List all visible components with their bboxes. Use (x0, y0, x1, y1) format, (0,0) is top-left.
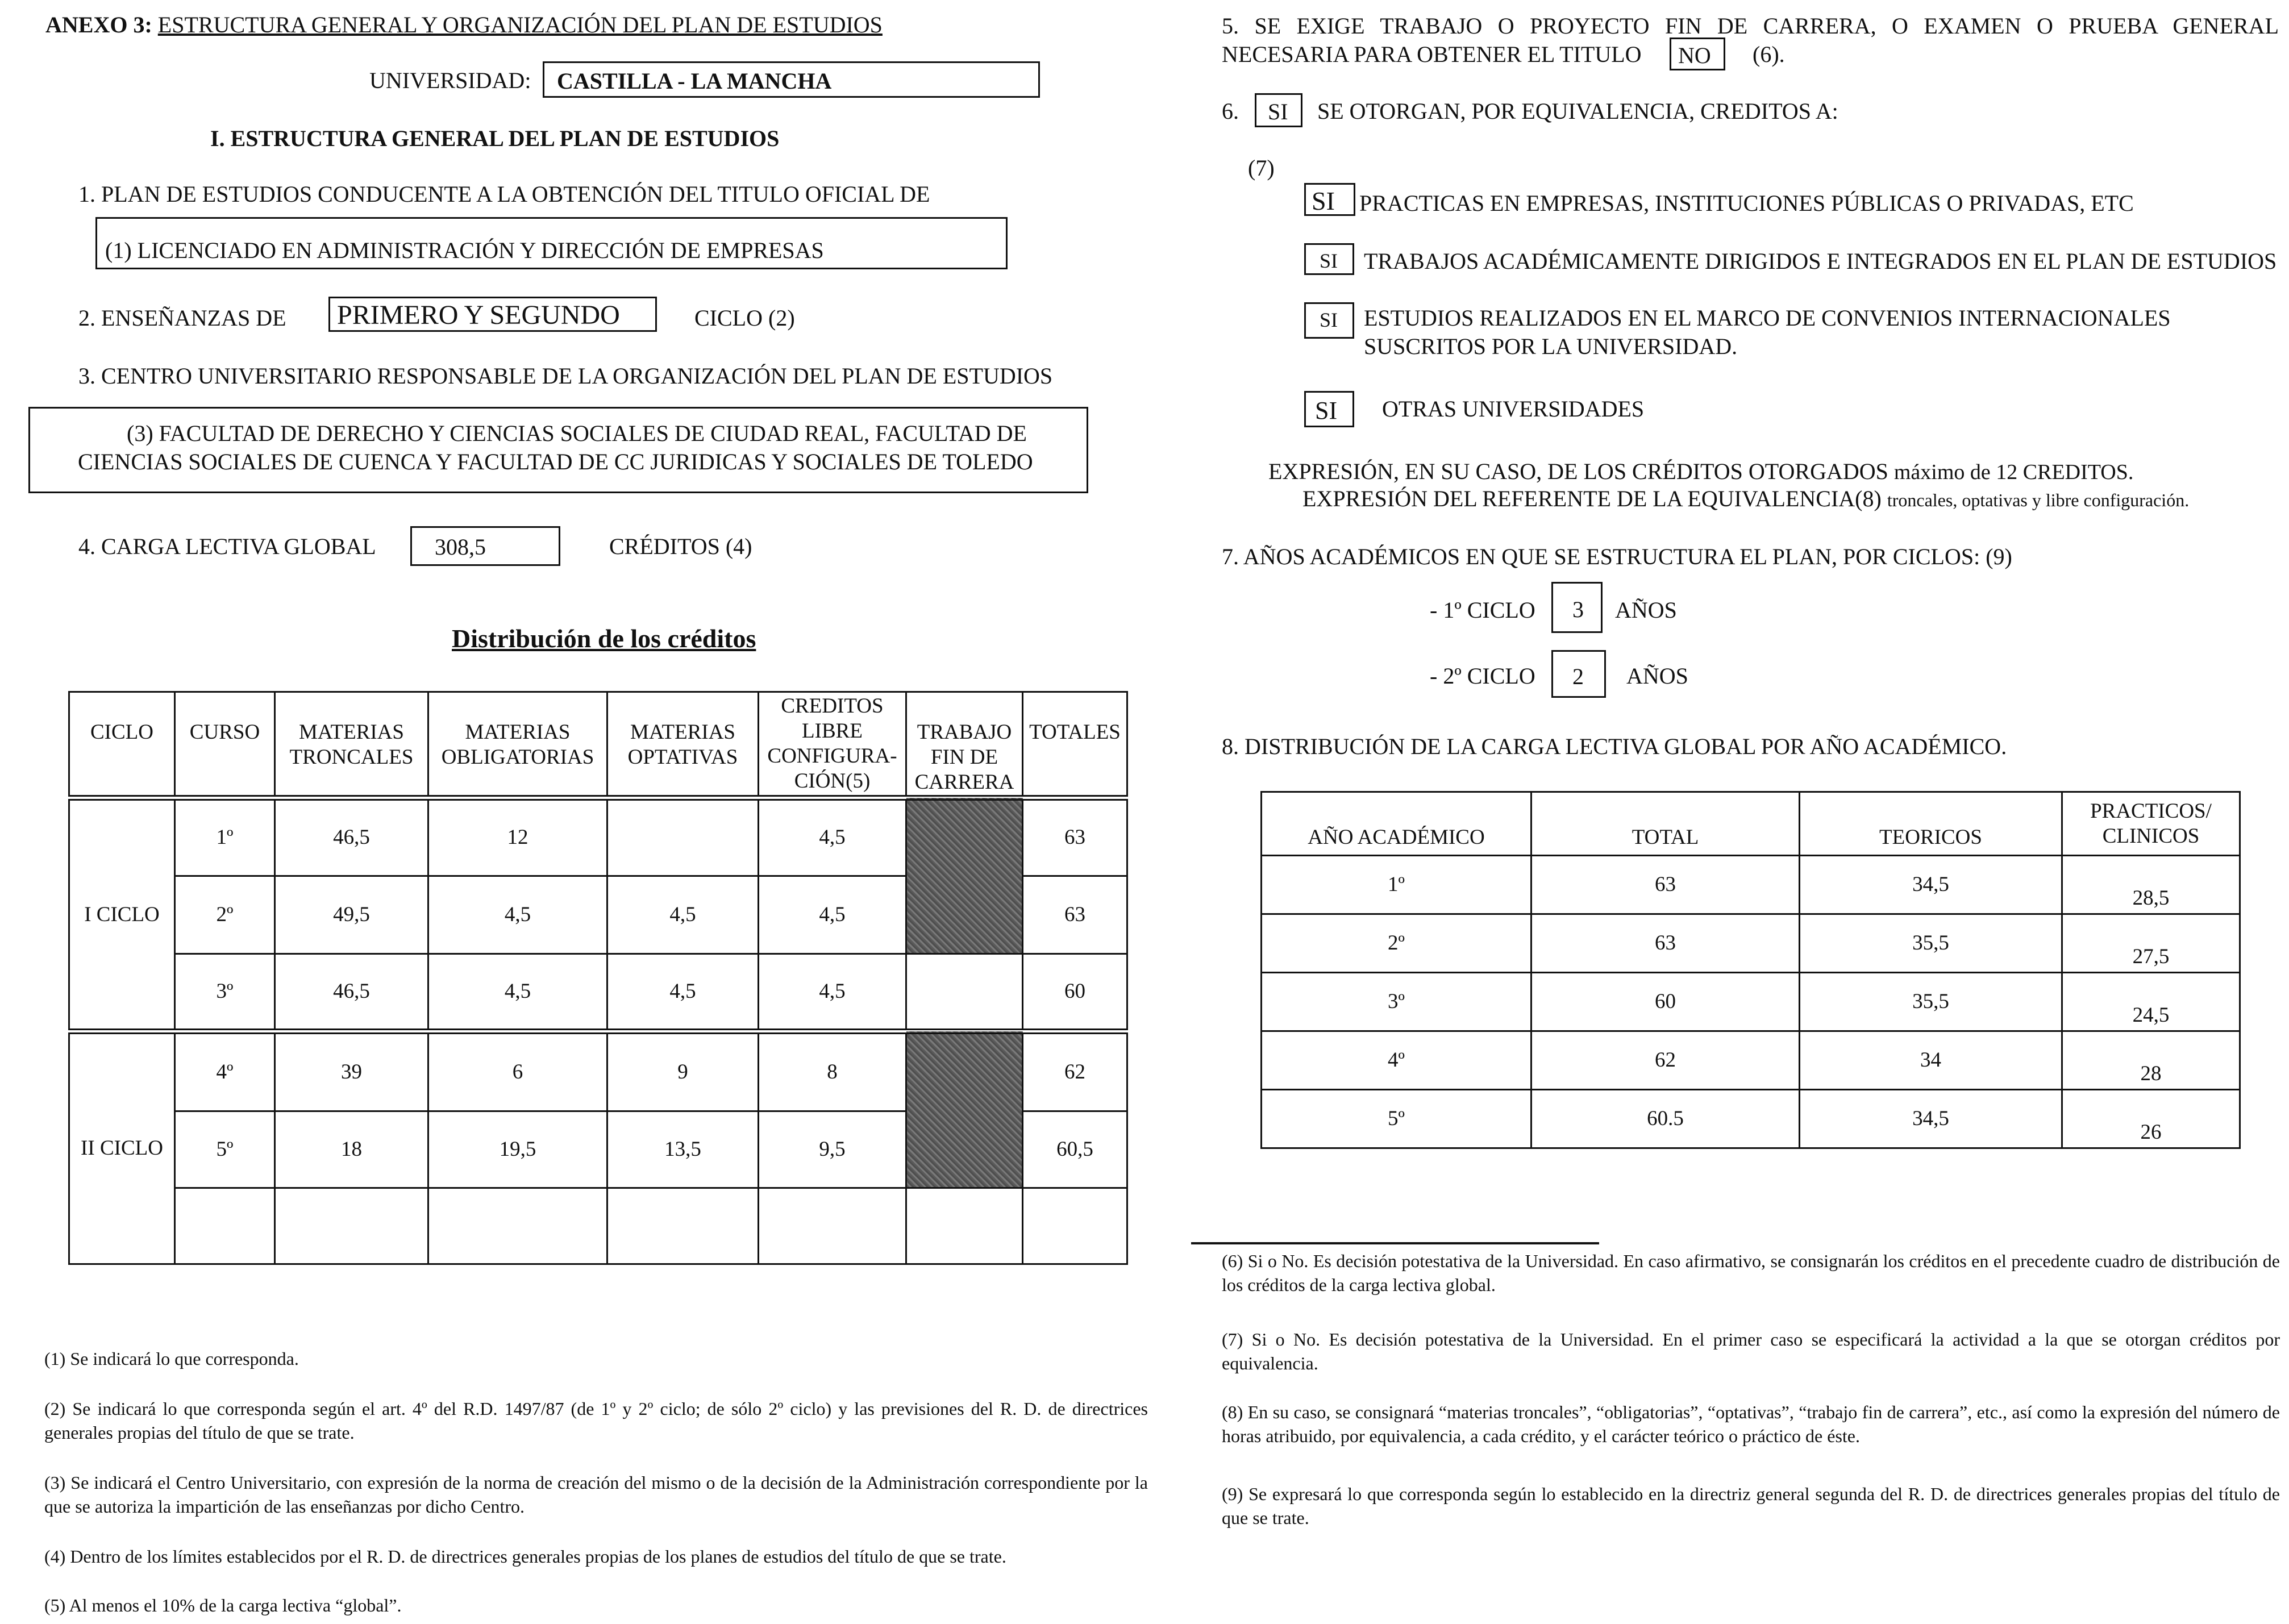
equiv-box-4 (1304, 391, 1354, 427)
title-box (95, 217, 1008, 269)
shaded-cell (906, 1031, 1023, 1188)
item2-value: PRIMERO Y SEGUNDO (337, 300, 620, 330)
item7-text: 7. AÑOS ACADÉMICOS EN QUE SE ESTRUCTURA EL PLAN, POR CICLOS: (9) (1222, 544, 2012, 569)
optativas-cell: 4,5 (607, 876, 759, 953)
table-row (1262, 1090, 2240, 1148)
item1-text: 1. PLAN DE ESTUDIOS CONDUCENTE A LA OBTENCIÓN DEL TITULO OFICIAL DE (78, 181, 930, 207)
col-header: CREDITOS LIBRE CONFIGURA-CIÓN(5) (759, 692, 906, 798)
footnote-8: (8) En su caso, se consignará “materias troncales”, “obligatorias”, “optativas”, “trabajo fin de carrera”, etc., así como la expresión del número de horas atribuido, por equivalencia, a cada crédito, y el carácter teórico o práctico de éste. (1222, 1402, 2280, 1446)
teoricos-cell: 34 (1800, 1031, 2062, 1090)
year-cell: 4º (1262, 1031, 1531, 1090)
cycle-cell: I CICLO (69, 798, 175, 1031)
equiv-text-3b: SUSCRITOS POR LA UNIVERSIDAD. (1364, 334, 1738, 359)
curso-cell: 4º (175, 1031, 275, 1111)
item4-value: 308,5 (435, 534, 486, 560)
optativas-cell (607, 798, 759, 876)
item8-text: 8. DISTRIBUCIÓN DE LA CARGA LECTIVA GLOBAL POR AÑO ACADÉMICO. (1222, 734, 2007, 759)
troncales-cell: 39 (275, 1031, 428, 1111)
table-row (69, 798, 1127, 876)
footnote-1: (1) Se indicará lo que corresponda. (44, 1348, 299, 1369)
optativas-cell: 13,5 (607, 1111, 759, 1188)
equiv-box-1 (1304, 183, 1355, 216)
item2-suffix: CICLO (2) (694, 305, 795, 331)
practicos-cell: 26 (2062, 1090, 2240, 1148)
cycle1-label: - 1º CICLO (1430, 597, 1535, 623)
equiv-text-4: OTRAS UNIVERSIDADES (1382, 396, 1645, 422)
table-header-row (1262, 792, 2240, 856)
footnote-5: (5) Al menos el 10% de la carga lectiva “global”. (44, 1595, 402, 1615)
item5-line2: NECESARIA PARA OBTENER EL TITULO (1222, 41, 1642, 67)
expr1-b: máximo de 12 CREDITOS. (1893, 460, 2134, 484)
credit-distribution-table (68, 691, 1128, 1265)
practicos-cell: 27,5 (2062, 914, 2240, 973)
cycle2-value: 2 (1572, 664, 1584, 689)
empty-cell (906, 1188, 1023, 1264)
footnote-6: (6) Si o No. Es decisión potestativa de la Universidad. En caso afirmativo, se consignarán los créditos en el precedente cuadro de distribución de los créditos de la carga lectiva global. (1222, 1251, 2280, 1295)
expr2-line (1302, 485, 2189, 514)
col-header: TRABAJO FIN DE CARRERA (906, 692, 1023, 798)
empty-cell (1023, 1188, 1127, 1264)
footnote-2: (2) Se indicará lo que corresponda según el art. 4º del R.D. 1497/87 (de 1º y 2º ciclo; de sólo 2º ciclo) y las previsiones del R. D. de directrices generales propias del título de que se trate. (44, 1398, 1148, 1443)
item3-text: 3. CENTRO UNIVERSITARIO RESPONSABLE DE LA ORGANIZACIÓN DEL PLAN DE ESTUDIOS (78, 363, 1053, 389)
table-row (1262, 1031, 2240, 1090)
cycle-cell: II CICLO (69, 1031, 175, 1264)
teoricos-cell: 34,5 (1800, 856, 2062, 914)
empty-cell (428, 1188, 607, 1264)
obligatorias-cell: 12 (428, 798, 607, 876)
totales-cell: 63 (1023, 798, 1127, 876)
item6-value: SI (1268, 99, 1288, 124)
expr2-b: troncales, optativas y libre configuración. (1887, 490, 2190, 510)
centre-box (28, 407, 1088, 493)
cycle2-box (1551, 650, 1606, 698)
item2-label: 2. ENSEÑANZAS DE (78, 305, 286, 331)
col-header: MATERIAS TRONCALES (275, 692, 428, 798)
total-cell: 60 (1531, 973, 1800, 1031)
university-box (543, 61, 1040, 98)
col-header: CURSO (175, 692, 275, 798)
expr2-a: EXPRESIÓN DEL REFERENTE DE LA EQUIVALENCIA(8) (1302, 486, 1882, 511)
practicos-cell: 24,5 (2062, 973, 2240, 1031)
col-header: MATERIAS OBLIGATORIAS (428, 692, 607, 798)
totales-cell: 63 (1023, 876, 1127, 953)
equiv-value-1: SI (1312, 186, 1335, 215)
centre-line1: (3) FACULTAD DE DERECHO Y CIENCIAS SOCIALES DE CIUDAD REAL, FACULTAD DE (127, 420, 1027, 446)
year-distribution-table (1260, 791, 2241, 1149)
item6-label: 6. (1222, 98, 1239, 124)
table-row (69, 1188, 1127, 1264)
university-label: UNIVERSIDAD: (369, 68, 531, 93)
distribution-title: Distribución de los créditos (452, 624, 756, 653)
item4-label: 4. CARGA LECTIVA GLOBAL (78, 534, 376, 559)
equiv-value-2: SI (1320, 249, 1338, 272)
equiv-text-3: ESTUDIOS REALIZADOS EN EL MARCO DE CONVENIOS INTERNACIONALES (1364, 305, 2171, 331)
item6-box (1255, 93, 1302, 127)
equiv-box-2 (1304, 243, 1354, 275)
teoricos-cell: 35,5 (1800, 914, 2062, 973)
equiv-value-4: SI (1315, 397, 1338, 424)
table-row (69, 1031, 1127, 1111)
total-cell: 60.5 (1531, 1090, 1800, 1148)
troncales-cell: 46,5 (275, 798, 428, 876)
totales-cell: 62 (1023, 1031, 1127, 1111)
curso-cell: 3º (175, 953, 275, 1031)
libre-cell: 8 (759, 1031, 906, 1111)
empty-cell (175, 1188, 275, 1264)
item2-box (328, 297, 657, 332)
table-row (69, 953, 1127, 1031)
annex-title: ESTRUCTURA GENERAL Y ORGANIZACIÓN DEL PLAN DE ESTUDIOS (157, 12, 883, 38)
annex-label: ANEXO 3: (45, 12, 152, 38)
table-row (1262, 973, 2240, 1031)
cycle1-value: 3 (1572, 597, 1584, 622)
curso-cell: 2º (175, 876, 275, 953)
item5-suffix: (6). (1753, 41, 1785, 67)
footnote-4: (4) Dentro de los límites establecidos por el R. D. de directrices generales propias de los planes de estudios del título de que se trate. (44, 1546, 1006, 1567)
curso-cell: 1º (175, 798, 275, 876)
total-cell: 62 (1531, 1031, 1800, 1090)
equiv-text-1: PRACTICAS EN EMPRESAS, INSTITUCIONES PÚBLICAS O PRIVADAS, ETC (1359, 190, 2134, 216)
table-header-row (69, 692, 1127, 798)
col-header: CICLO (69, 692, 175, 798)
empty-cell (607, 1188, 759, 1264)
libre-cell: 4,5 (759, 798, 906, 876)
table-row (1262, 856, 2240, 914)
equiv-box-3 (1304, 302, 1354, 339)
section-title: I. ESTRUCTURA GENERAL DEL PLAN DE ESTUDIOS (210, 126, 780, 151)
cycle2-label: - 2º CICLO (1430, 663, 1535, 689)
annex-heading (45, 11, 883, 39)
expr1-a: EXPRESIÓN, EN SU CASO, DE LOS CRÉDITOS OTORGADOS (1268, 459, 1888, 484)
cycle1-box (1551, 582, 1603, 633)
cycle1-years: AÑOS (1615, 597, 1677, 623)
empty-cell (275, 1188, 428, 1264)
item4-box (410, 526, 560, 566)
troncales-cell: 49,5 (275, 876, 428, 953)
col-header: TOTALES (1023, 692, 1127, 798)
footnote-9: (9) Se expresará lo que corresponda según lo establecido en la directriz general segunda del R. D. de directrices generales propias del título de que se trate. (1222, 1484, 2280, 1528)
totales-cell: 60,5 (1023, 1111, 1127, 1188)
year-cell: 5º (1262, 1090, 1531, 1148)
year-cell: 2º (1262, 914, 1531, 973)
practicos-cell: 28 (2062, 1031, 2240, 1090)
university-value: CASTILLA - LA MANCHA (557, 68, 832, 94)
item6-text: SE OTORGAN, POR EQUIVALENCIA, CREDITOS A: (1317, 98, 1838, 124)
centre-line2: CIENCIAS SOCIALES DE CUENCA Y FACULTAD DE CC JURIDICAS Y SOCIALES DE TOLEDO (78, 449, 1033, 474)
expr1-line (1268, 458, 2133, 486)
empty-cell (759, 1188, 906, 1264)
col-header: TOTAL (1531, 792, 1800, 856)
item5-box (1670, 38, 1725, 70)
obligatorias-cell: 4,5 (428, 953, 607, 1031)
year-cell: 1º (1262, 856, 1531, 914)
total-cell: 63 (1531, 856, 1800, 914)
troncales-cell: 18 (275, 1111, 428, 1188)
optativas-cell: 9 (607, 1031, 759, 1111)
shaded-cell (906, 798, 1023, 953)
title-value: (1) LICENCIADO EN ADMINISTRACIÓN Y DIRECCIÓN DE EMPRESAS (105, 238, 824, 263)
col-header: PRACTICOS/ CLINICOS (2062, 792, 2240, 856)
item6-note: (7) (1248, 155, 1275, 181)
col-header: TEORICOS (1800, 792, 2062, 856)
item4-suffix: CRÉDITOS (4) (609, 534, 752, 559)
libre-cell: 4,5 (759, 876, 906, 953)
troncales-cell: 46,5 (275, 953, 428, 1031)
footnote-3: (3) Se indicará el Centro Universitario, con expresión de la norma de creación del mismo o de la decisión de la Administración correspondiente por la que se autoriza la impartición de las enseñanzas por dicho Centro. (44, 1472, 1148, 1517)
obligatorias-cell: 19,5 (428, 1111, 607, 1188)
footnote-rule (1191, 1242, 1599, 1244)
footnote-7: (7) Si o No. Es decisión potestativa de la Universidad. En el primer caso se especificará la actividad a la que se otorgan créditos por equivalencia. (1222, 1329, 2280, 1373)
teoricos-cell: 35,5 (1800, 973, 2062, 1031)
col-header: MATERIAS OPTATIVAS (607, 692, 759, 798)
obligatorias-cell: 4,5 (428, 876, 607, 953)
teoricos-cell: 34,5 (1800, 1090, 2062, 1148)
equiv-text-2: TRABAJOS ACADÉMICAMENTE DIRIGIDOS E INTEGRADOS EN EL PLAN DE ESTUDIOS (1364, 248, 2277, 274)
total-cell: 63 (1531, 914, 1800, 973)
col-header: AÑO ACADÉMICO (1262, 792, 1531, 856)
optativas-cell: 4,5 (607, 953, 759, 1031)
item5-value: NO (1678, 43, 1711, 68)
libre-cell: 9,5 (759, 1111, 906, 1188)
table-row (1262, 914, 2240, 973)
empty-cell (906, 953, 1023, 1031)
curso-cell: 5º (175, 1111, 275, 1188)
cycle2-years: AÑOS (1626, 663, 1688, 689)
obligatorias-cell: 6 (428, 1031, 607, 1111)
item5-line1: 5. SE EXIGE TRABAJO O PROYECTO FIN DE CARRERA, O EXAMEN O PRUEBA GENERAL (1222, 13, 2279, 39)
equiv-value-3: SI (1320, 309, 1338, 331)
practicos-cell: 28,5 (2062, 856, 2240, 914)
totales-cell: 60 (1023, 953, 1127, 1031)
libre-cell: 4,5 (759, 953, 906, 1031)
year-cell: 3º (1262, 973, 1531, 1031)
